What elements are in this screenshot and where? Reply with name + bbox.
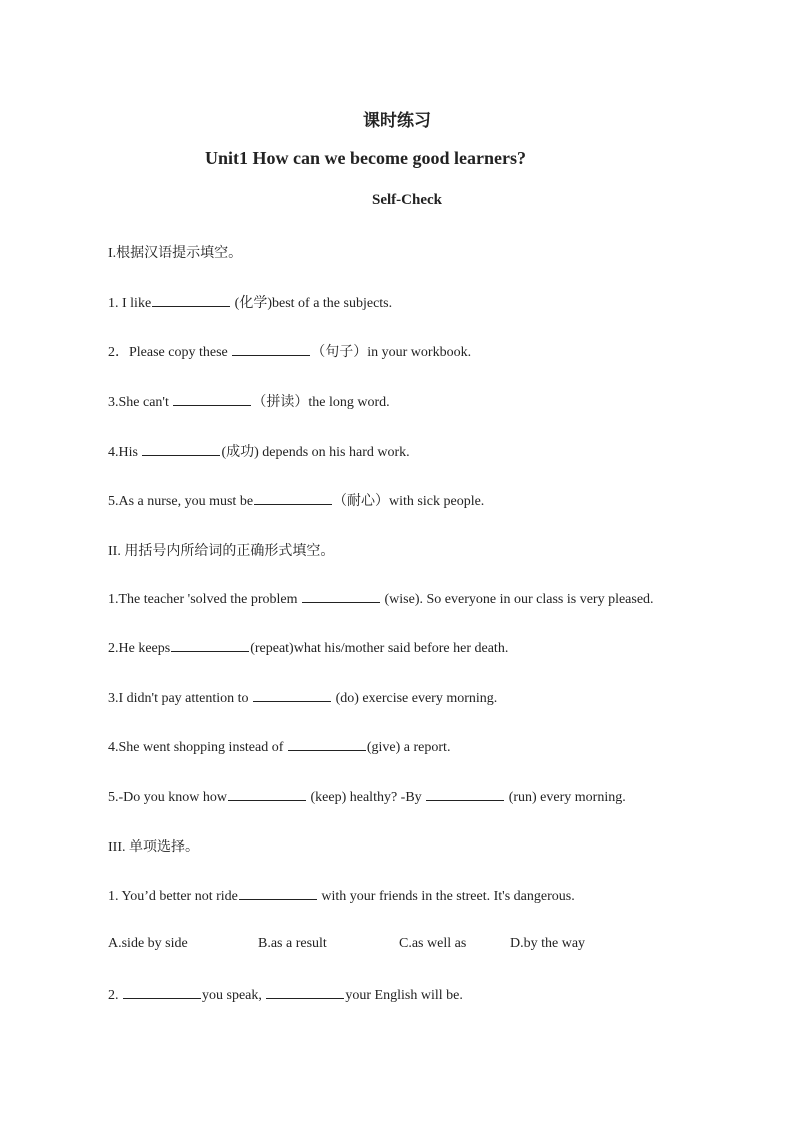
option-b[interactable]: B.as a result — [258, 936, 327, 951]
question-text: （句子）in your workbook. — [311, 345, 472, 360]
answer-blank[interactable] — [171, 638, 249, 652]
question-text: (repeat)what his/mother said before her death. — [250, 641, 509, 656]
question-text: （耐心）with sick people. — [333, 494, 485, 509]
question-text: (run) every morning. — [505, 790, 626, 805]
answer-blank[interactable] — [254, 491, 332, 505]
question-2-5 — [108, 787, 626, 806]
question-text: your English will be. — [345, 988, 463, 1003]
question-text: with your friends in the street. It's dangerous. — [317, 889, 575, 904]
question-text: (keep) healthy? -By — [307, 790, 426, 805]
question-text: 2.He keeps — [108, 641, 171, 656]
question-text: 4.She went shopping instead of — [108, 740, 287, 755]
answer-blank[interactable] — [288, 737, 366, 751]
answer-blank[interactable] — [253, 688, 331, 702]
option-d[interactable]: D.by the way — [510, 936, 586, 951]
question-text: 4.His — [108, 445, 142, 460]
question-3-2 — [108, 985, 463, 1004]
answer-blank[interactable] — [123, 985, 201, 999]
page-title: 课时练习 — [363, 111, 431, 131]
question-text: 5.As a nurse, you must be — [108, 494, 254, 509]
question-text: 2．Please copy these — [108, 345, 232, 360]
question-text: (wise). So everyone in our class is very pleased. — [381, 592, 654, 607]
question-3-1-options — [108, 936, 585, 952]
question-text: 3.I didn't pay attention to — [108, 691, 253, 706]
question-text: 1. I like — [108, 296, 152, 311]
question-1-5 — [108, 490, 484, 510]
question-1-2 — [108, 341, 471, 361]
section-2-heading: II. 用括号内所给词的正确形式填空。 — [108, 544, 335, 559]
section-1-heading: I.根据汉语提示填空。 — [108, 246, 243, 261]
question-2-2 — [108, 638, 508, 657]
question-1-1 — [108, 292, 392, 312]
question-text: 2. — [108, 988, 122, 1003]
question-text: 5.-Do you know how — [108, 790, 227, 805]
section-3-heading: III. 单项选择。 — [108, 840, 199, 855]
question-text: （拼读）the long word. — [252, 395, 390, 410]
question-2-1 — [108, 589, 654, 608]
answer-blank[interactable] — [232, 342, 310, 356]
question-text: (成功) depends on his hard work. — [221, 445, 410, 460]
answer-blank[interactable] — [426, 787, 504, 801]
question-text: (化学)best of a the subjects. — [231, 296, 393, 311]
answer-blank[interactable] — [228, 787, 306, 801]
question-1-4 — [108, 441, 410, 461]
section-subheading: Self-Check — [372, 192, 442, 208]
question-text: (do) exercise every morning. — [332, 691, 498, 706]
question-text: you speak, — [202, 988, 266, 1003]
question-3-1 — [108, 886, 575, 905]
question-2-4 — [108, 737, 450, 756]
question-text: 3.She can't — [108, 395, 173, 410]
question-1-3 — [108, 391, 390, 411]
option-a[interactable]: A.side by side — [108, 936, 188, 951]
question-text: 1.The teacher 'solved the problem — [108, 592, 302, 607]
answer-blank[interactable] — [266, 985, 344, 999]
option-c[interactable]: C.as well as — [399, 936, 467, 951]
answer-blank[interactable] — [173, 392, 251, 406]
answer-blank[interactable] — [142, 442, 220, 456]
answer-blank[interactable] — [239, 886, 317, 900]
answer-blank[interactable] — [302, 589, 380, 603]
unit-title: Unit1 How can we become good learners? — [205, 148, 526, 168]
answer-blank[interactable] — [152, 293, 230, 307]
question-2-3 — [108, 688, 497, 707]
question-text: (give) a report. — [366, 740, 451, 755]
question-text: 1. You’d better not ride — [108, 889, 238, 904]
